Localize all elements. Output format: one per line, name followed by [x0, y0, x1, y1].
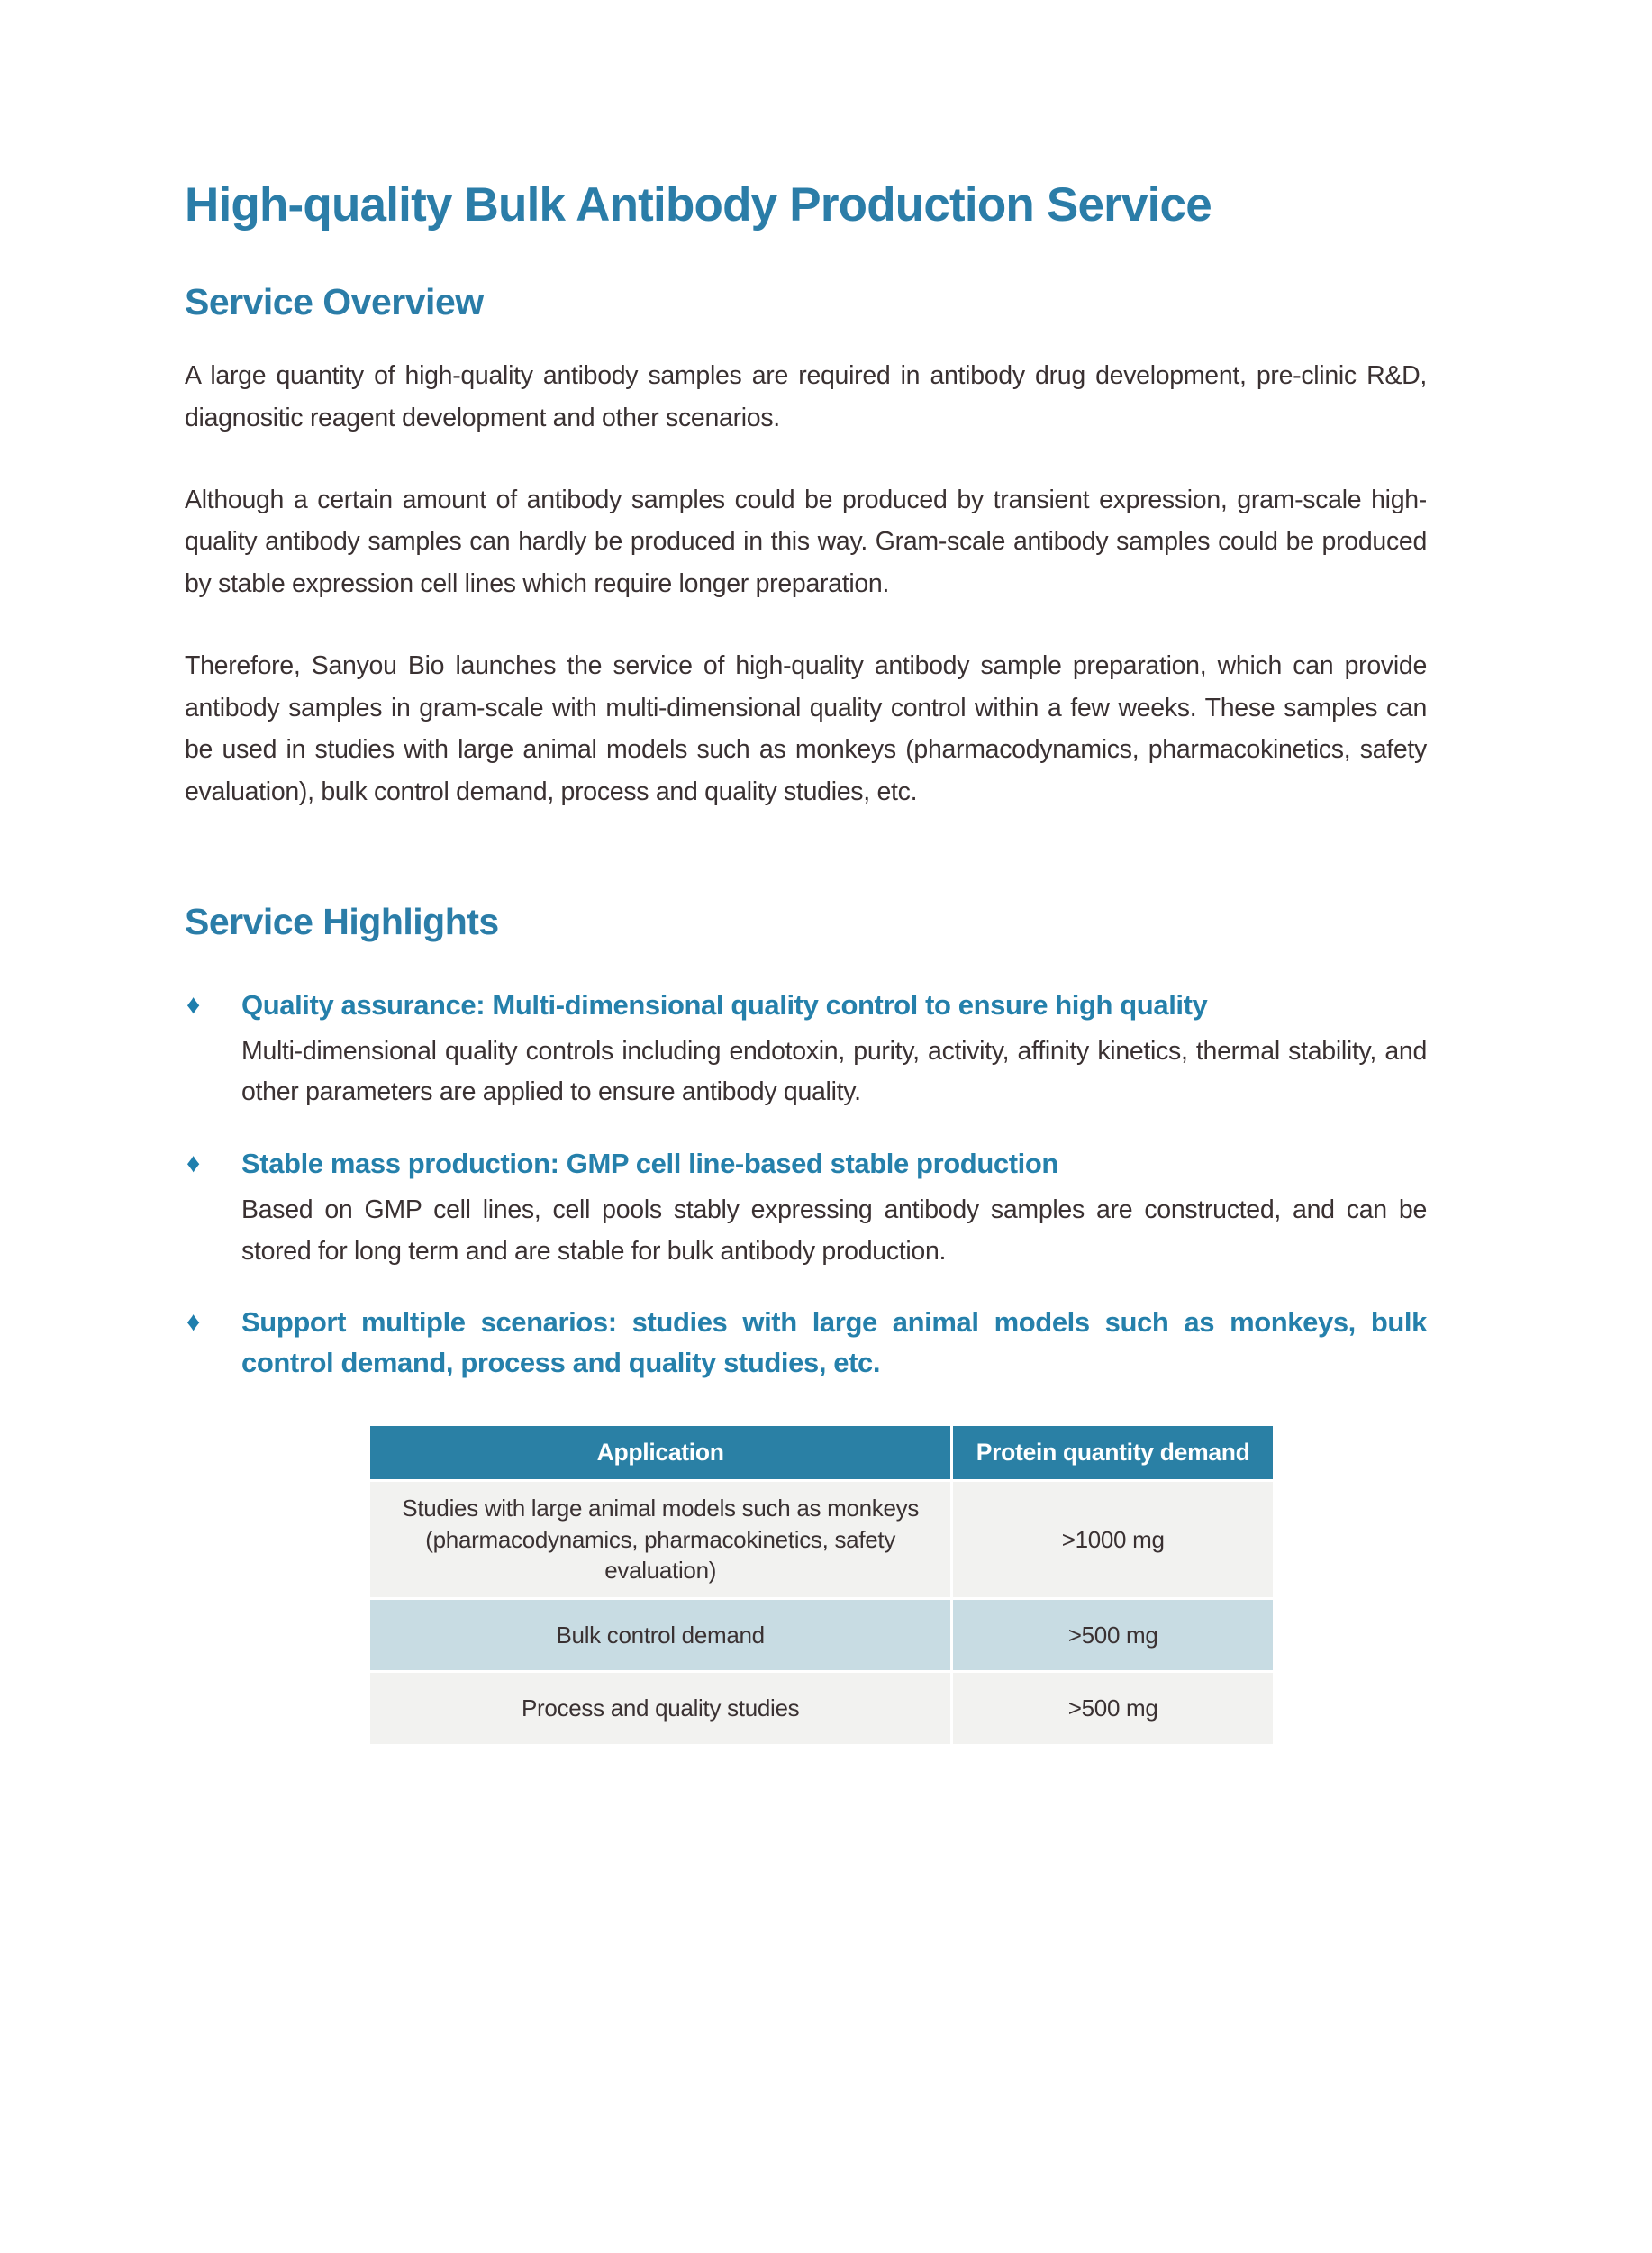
highlight-content [241, 986, 1427, 1113]
application-cell: Bulk control demand [370, 1600, 950, 1671]
table-header-application: Application [370, 1426, 950, 1479]
highlight-title: Support multiple scenarios: studies with large animal models such as monkeys, bulk control demand, process and quality studies, etc. [241, 1306, 1427, 1379]
section-service-overview [185, 280, 1427, 813]
service-overview-heading: Service Overview [185, 280, 484, 323]
service-highlights-heading: Service Highlights [185, 900, 499, 942]
highlight-title: Quality assurance: Multi-dimensional quality control to ensure high quality [241, 988, 1208, 1021]
application-cell: Process and quality studies [370, 1673, 950, 1744]
diamond-bullet-icon: ♦ [186, 1149, 201, 1179]
highlight-body: Based on GMP cell lines, cell pools stably expressing antibody samples are constructed, and can be stored for long term and are stable for bulk antibody production. [241, 1195, 1427, 1266]
application-demand-table [368, 1423, 1275, 1747]
diamond-bullet-icon: ♦ [186, 1307, 201, 1338]
diamond-bullet-icon: ♦ [186, 989, 201, 1020]
table-row-animal-studies [370, 1482, 1273, 1597]
demand-cell: >500 mg [953, 1600, 1273, 1671]
highlight-item-quality-assurance [185, 986, 1427, 1113]
overview-paragraph-2: Although a certain amount of antibody samples could be produced by transient expression, gram-scale high-quality antibody samples can hardly be produced in this way. Gram-scale antibody samples could be produced by stable expression cell lines which require longer preparation. [185, 485, 1427, 599]
overview-paragraph-3: Therefore, Sanyou Bio launches the service of high-quality antibody sample preparation, which can provide antibody samples in gram-scale with multi-dimensional quality control within a few weeks. These samples can be used in studies with large animal models such as monkeys (pharmacodynamics, pharmacokinetics, safety evaluation), bulk control demand, process and quality studies, etc. [185, 650, 1427, 806]
demand-cell: >1000 mg [953, 1482, 1273, 1597]
highlight-title: Stable mass production: GMP cell line-based stable production [241, 1148, 1058, 1180]
highlight-content [241, 1144, 1427, 1272]
page-title: High-quality Bulk Antibody Production Service [185, 178, 1212, 232]
highlight-item-stable-mass-production [185, 1144, 1427, 1272]
highlight-content [241, 1303, 1427, 1384]
table-row-bulk-control [370, 1600, 1273, 1671]
table-row-process-quality [370, 1673, 1273, 1744]
overview-paragraph-1: A large quantity of high-quality antibody samples are required in antibody drug development, pre-clinic R&D, diagnositic reagent development and other scenarios. [185, 361, 1427, 432]
table-header-row [370, 1426, 1273, 1479]
highlight-item-support-multiple-scenarios [185, 1303, 1427, 1384]
highlight-body: Multi-dimensional quality controls including endotoxin, purity, activity, affinity kinetics, thermal stability, and other parameters are applied to ensure antibody quality. [241, 1036, 1427, 1107]
table-header-demand: Protein quantity demand [953, 1426, 1273, 1479]
demand-cell: >500 mg [953, 1673, 1273, 1744]
application-demand-table-container [368, 1423, 1275, 1747]
application-cell: Studies with large animal models such as monkeys (pharmacodynamics, pharmacokinetics, safety evaluation) [370, 1482, 950, 1597]
section-service-highlights [185, 900, 1427, 1747]
